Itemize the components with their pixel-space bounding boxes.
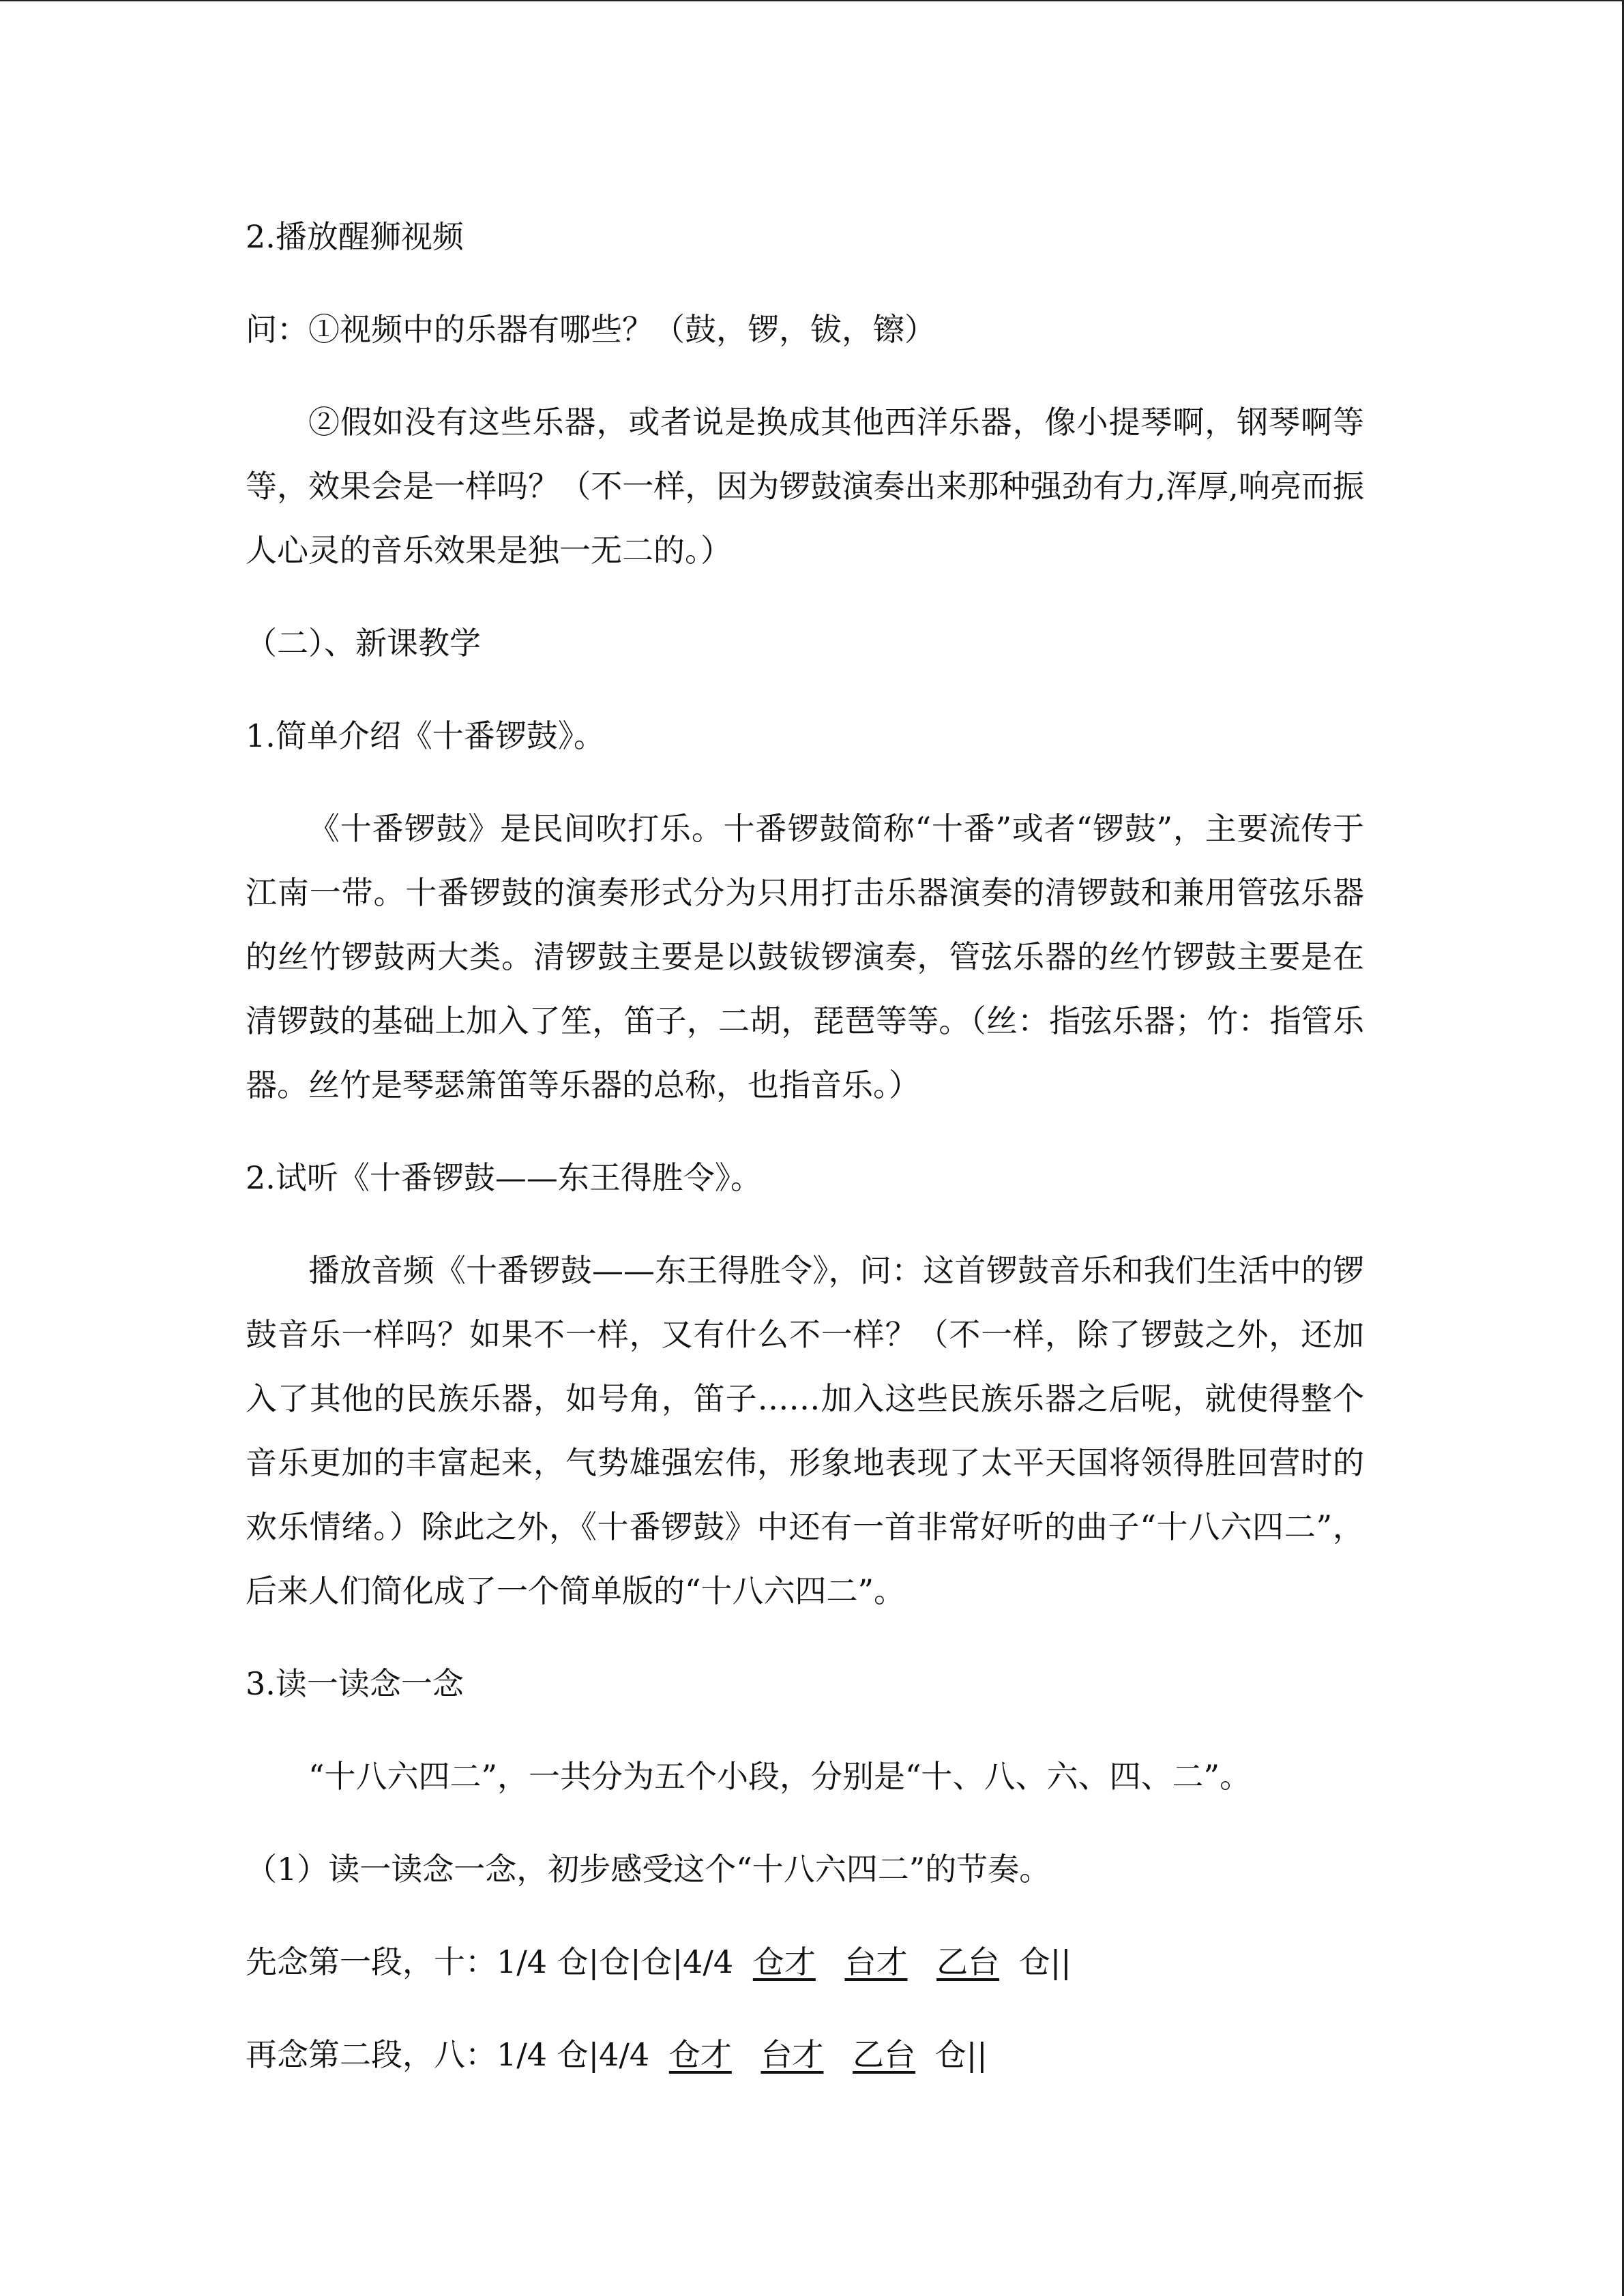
- rhythm-line-second: [246, 2023, 1364, 2087]
- intro-paragraph: 《十番锣鼓》是民间吹打乐。十番锣鼓简称“十番”或者“锣鼓”，主要流传于江南一带。十番锣鼓的演奏形式分为只用打击乐器演奏的清锣鼓和兼用管弦乐器的丝竹锣鼓两大类。清锣鼓主要是以鼓钹锣演奏，管弦乐器的丝竹锣鼓主要是在清锣鼓的基础上加入了笙，笛子，二胡，琵琶等等。（丝：指弦乐器；竹：指管乐器。丝竹是琴瑟箫笛等乐器的总称，也指音乐。）: [246, 810, 1364, 1103]
- step-one-text: （1）读一读念一念，初步感受这个“十八六四二”的节奏。: [246, 1851, 1051, 1888]
- listen-paragraph: 播放音频《十番锣鼓——东王得胜令》，问：这首锣鼓音乐和我们生活中的锣鼓音乐一样吗？如果不一样，又有什么不一样？（不一样，除了锣鼓之外，还加入了其他的民族乐器，如号角，笛子……加入这些民族乐器之后呢，就使得整个音乐更加的丰富起来，气势雄强宏伟，形象地表现了太平天国将领得胜回营时的欢乐情绪。）除此之外，《十番锣鼓》中还有一首非常好听的曲子“十八六四二”，后来人们简化成了一个简单版的“十八六四二”。: [246, 1252, 1364, 1609]
- rhythm-beat: 台才: [844, 1943, 908, 1980]
- rhythm-line-first-suffix: 仓||: [1018, 1943, 1072, 1980]
- question-instruments: 问：①视频中的乐器有哪些？（鼓，锣，钹，镲）: [246, 311, 936, 348]
- rhythm-line-first-prefix: 先念第一段，十：1/4 仓|仓|仓|4/4: [246, 1943, 734, 1980]
- video-heading: 2.播放醒狮视频: [246, 218, 464, 255]
- page-top-border: [0, 0, 1624, 1]
- rhythm-beat: 乙台: [936, 1943, 1000, 1980]
- question-western-instruments: ②假如没有这些乐器，或者说是换成其他西洋乐器，像小提琴啊，钢琴啊等等，效果会是一样吗？（不一样，因为锣鼓演奏出来那种强劲有力,浑厚,响亮而振人心灵的音乐效果是独一无二的。）: [246, 404, 1364, 569]
- rhythm-beat: 乙台: [853, 2036, 916, 2073]
- listen-heading: 2.试听《十番锣鼓——东王得胜令》。: [246, 1159, 762, 1196]
- rhythm-line-second-prefix: 再念第二段，八：1/4 仓|4/4: [246, 2036, 650, 2073]
- rhythm-line-second-suffix: 仓||: [934, 2036, 988, 2073]
- read-paragraph: “十八六四二”，一共分为五个小段，分别是“十、八、六、四、二”。: [308, 1758, 1252, 1795]
- document-body: [246, 205, 1364, 2115]
- rhythm-beat: 台才: [761, 2036, 824, 2073]
- rhythm-beat: 仓才: [668, 2036, 732, 2073]
- rhythm-line-first: [246, 1930, 1364, 1994]
- rhythm-beat: 仓才: [752, 1943, 816, 1980]
- read-heading: 3.读一读念一念: [246, 1665, 464, 1702]
- intro-heading: 1.简单介绍《十番锣鼓》。: [246, 717, 605, 754]
- new-lesson-heading: （二）、新课教学: [246, 625, 481, 661]
